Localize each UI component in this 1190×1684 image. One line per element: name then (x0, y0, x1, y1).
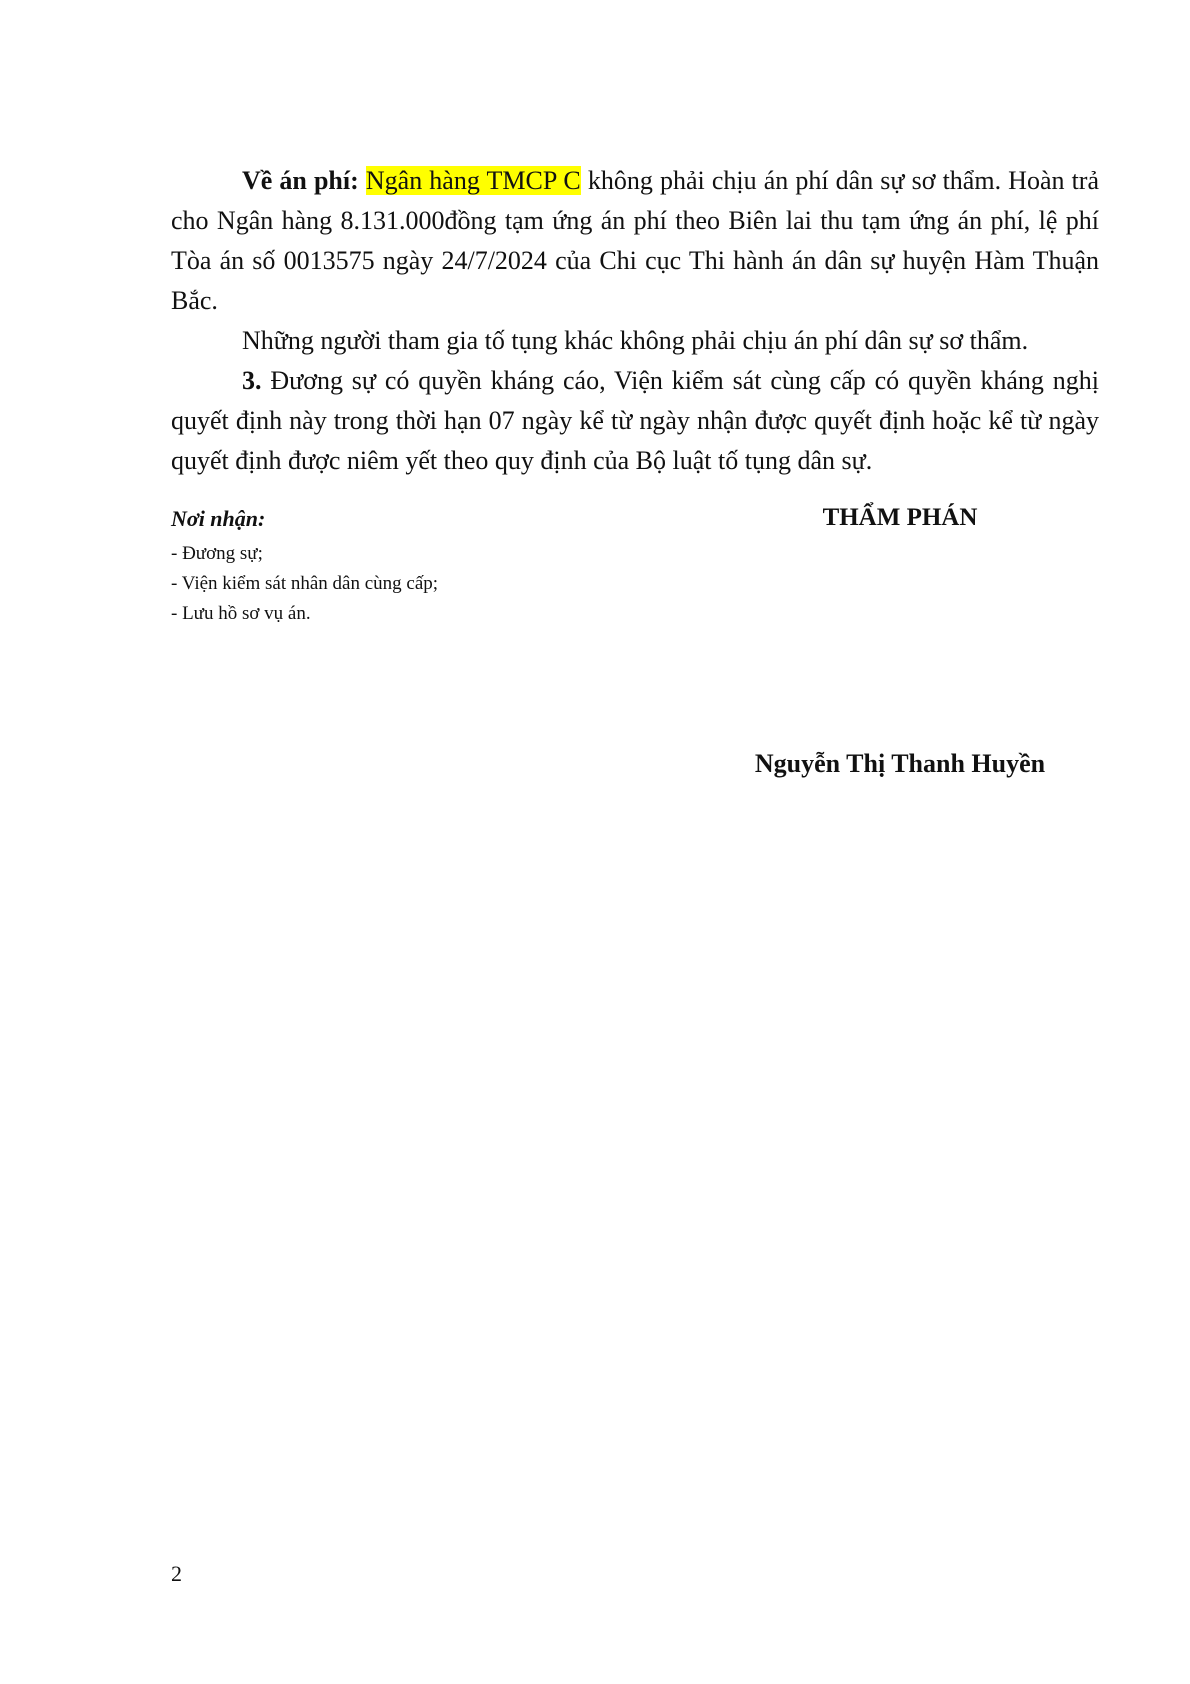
appeal-text: Đương sự có quyền kháng cáo, Viện kiểm sát cùng cấp có quyền kháng nghị quyết định này trong thời hạn 07 ngày kể từ ngày nhận được quyết định hoặc kể từ ngày quyết định được niêm yết theo quy định của Bộ luật tố tụng dân sự. (171, 366, 1099, 475)
fee-text: không phải chịu án phí dân sự sơ thẩm. Hoàn trả cho Ngân hàng 8.131.000đồng tạm ứng án phí theo Biên lai thu tạm ứng án phí, lệ phí Tòa án số 0013575 ngày 24/7/2024 của Chi cục Thi hành án dân sự huyện Hàm Thuận Bắc. (171, 166, 1100, 315)
judge-title: THẨM PHÁN (822, 504, 978, 531)
recipient-item: - Lưu hồ sơ vụ án. (171, 603, 311, 624)
decision-body (171, 161, 1099, 481)
appeal-number: 3. (242, 366, 262, 395)
recipient-item: - Đương sự; (171, 543, 263, 564)
others-fee-paragraph: Những người tham gia tố tụng khác không phải chịu án phí dân sự sơ thẩm. (242, 326, 1029, 355)
judge-name: Nguyễn Thị Thanh Huyền (754, 749, 1046, 778)
appeal-paragraph (171, 361, 1099, 481)
recipients-block (171, 505, 631, 629)
fee-paragraph (171, 161, 1099, 321)
recipients-title: Nơi nhận: (171, 506, 266, 531)
recipient-item: - Viện kiểm sát nhân dân cùng cấp; (171, 573, 439, 594)
fee-label: Về án phí: (242, 166, 359, 195)
page-number: 2 (171, 1561, 182, 1586)
highlighted-bank-name: Ngân hàng TMCP C (365, 166, 581, 195)
